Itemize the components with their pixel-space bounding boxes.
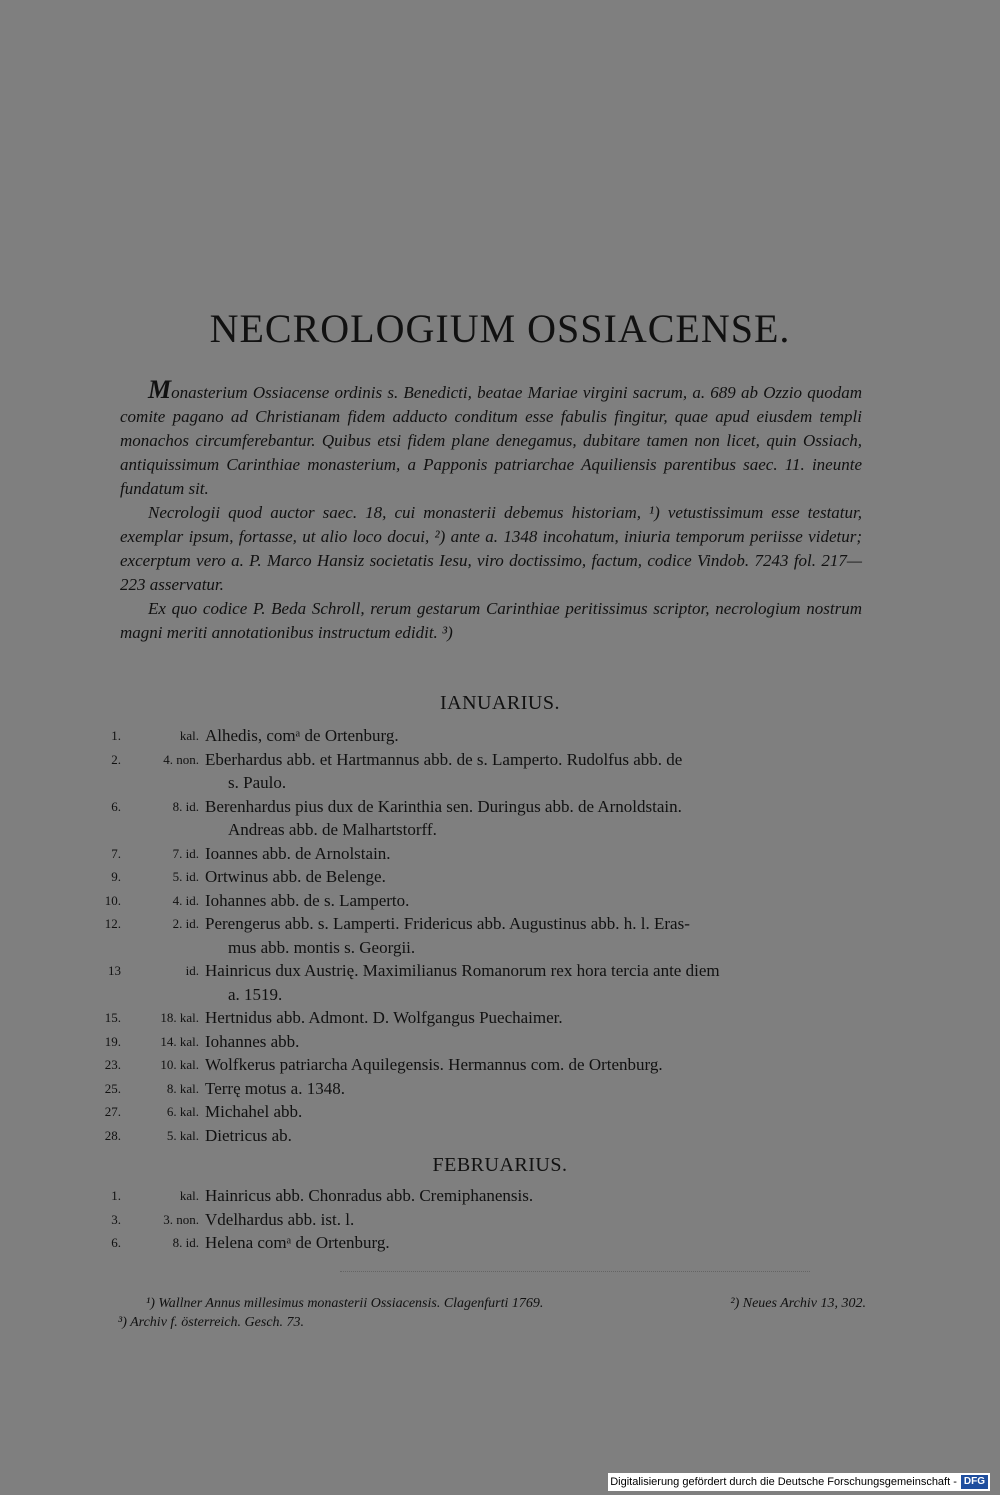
entry-text: Dietricus ab. — [205, 1125, 292, 1145]
necrology-entry — [95, 959, 865, 1006]
entry-text: Perengerus abb. s. Lamperti. Fridericus abb. Augustinus abb. h. l. Eras- — [205, 914, 690, 933]
entry-text-block — [205, 1100, 865, 1124]
entry-day: 12. — [104, 916, 121, 931]
entry-text: Ortwinus abb. de Belenge. — [205, 867, 386, 886]
entry-text: Helena comᵃ de Ortenburg. — [205, 1233, 390, 1252]
entry-text: Hainricus dux Austrię. Maximilianus Romanorum rex hora tercia ante diem — [205, 961, 720, 980]
entry-text-continuation: Andreas abb. de Malhartstorff. — [228, 820, 437, 839]
entry-text: Iohannes abb. de s. Lamperto. — [205, 890, 410, 910]
entry-roman-date: 3. non. — [163, 1211, 199, 1227]
entry-text-block — [205, 795, 865, 842]
entry-day: 6. — [111, 1235, 121, 1250]
necrology-entry — [95, 1124, 865, 1148]
entry-text: Terrę motus a. 1348. — [205, 1078, 345, 1098]
entry-day: 3. — [111, 1211, 121, 1227]
entry-day: 25. — [104, 1080, 121, 1096]
footnote-row-2 — [118, 1313, 866, 1332]
necrology-entry — [95, 865, 865, 889]
entry-text: Iohannes abb. — [205, 1031, 300, 1051]
entry-text-block — [205, 865, 865, 889]
footnote-1: ¹) Wallner Annus millesimus monasterii Ossiacensis. Clagenfurti 1769. — [146, 1296, 544, 1311]
entry-text: Alhedis, comᵃ de Ortenburg. — [205, 726, 399, 745]
digitization-credit — [608, 1473, 990, 1491]
entry-text-block — [205, 959, 865, 1006]
footnotes — [118, 1294, 866, 1332]
entry-text-block — [205, 748, 865, 795]
entry-text-block — [205, 1006, 865, 1030]
entry-day: 23. — [104, 1057, 121, 1072]
entry-day: 19. — [104, 1033, 121, 1049]
entry-text-continuation: mus abb. montis s. Georgii. — [228, 937, 416, 957]
necrology-entry — [95, 724, 865, 748]
necrology-entry — [95, 1030, 865, 1054]
entry-text-block — [205, 1231, 865, 1255]
entry-roman-date: 8. id. — [172, 798, 199, 814]
entries-ianuarius — [95, 724, 865, 1147]
necrology-entry — [95, 1006, 865, 1030]
entry-text-block — [205, 842, 865, 866]
intro-paragraph-3: Ex quo codice P. Beda Schroll, rerum gestarum Carinthiae peritissimus scriptor, necrologium nostrum magni meriti annotationibus instructum edidit. ³) — [120, 599, 862, 642]
entry-text: Vdelhardus abb. ist. l. — [205, 1209, 355, 1229]
entry-roman-date: 4. non. — [163, 751, 199, 767]
necrology-entry — [95, 1231, 865, 1255]
entry-text-block — [205, 1208, 865, 1232]
necrology-entry — [95, 889, 865, 913]
entries-februarius — [95, 1184, 865, 1255]
intro-paragraph-1-text: onasterium Ossiacense ordinis s. Benedicti, beatae Mariae virgini sacrum, a. 689 ab Ozzio quodam comite pagano ad Christianam fidem adducto conditum esse fabulis fingitur, quae apud eiusdem templi monachos circumferebantur. Quibus etsi fidem plane denegamus, dubitare tamen non licet, quin Ossiach, antiquissimum Carinthiae monasterium, a Papponis patriarchae Aquiliensis parentibus saec. 11. ineunte fundatum sit. — [120, 383, 862, 498]
necrology-entry — [95, 795, 865, 842]
entry-text-block — [205, 1053, 865, 1077]
entry-roman-date: 14. kal. — [160, 1033, 199, 1049]
entry-text: Berenhardus pius dux de Karinthia sen. Duringus abb. de Arnoldstain. — [205, 796, 682, 816]
entry-day: 1. — [111, 728, 121, 743]
entry-roman-date: 10. kal. — [160, 1057, 199, 1072]
entry-text-block — [205, 1077, 865, 1101]
credit-text: Digitalisierung gefördert durch die Deutsche Forschungsgemeinschaft - — [610, 1476, 957, 1488]
entry-roman-date: 8. kal. — [166, 1080, 199, 1096]
entry-roman-date: 4. id. — [172, 892, 199, 908]
necrology-entry — [95, 1100, 865, 1124]
entry-text-block — [205, 889, 865, 913]
entry-text: Wolfkerus patriarcha Aquilegensis. Hermannus com. de Ortenburg. — [205, 1055, 663, 1074]
entry-text-continuation: s. Paulo. — [228, 773, 287, 792]
entry-day: 15. — [104, 1010, 121, 1025]
entry-roman-date: 5. id. — [172, 869, 199, 884]
entry-day: 1. — [111, 1188, 121, 1203]
month-heading-ianuarius: IANUARIUS. — [440, 692, 560, 714]
entry-text-block — [205, 912, 865, 959]
entry-roman-date: 5. kal. — [166, 1127, 199, 1143]
entry-roman-date: kal. — [179, 728, 199, 743]
intro-paragraph-2: Necrologii quod auctor saec. 18, cui monasterii debemus historiam, ¹) vetustissimum esse testatur, exemplar ipsum, fortasse, ut alio loco docui, ²) ante a. 1348 incohatum, iniuria temporum periisse videtur; excerptum vero a. P. Marco Hansiz societatis Iesu, viro doctissimo, factum, codice Vindob. 7243 fol. 217—223 asservatur. — [120, 503, 862, 594]
entry-day: 10. — [104, 892, 121, 908]
month-heading-februarius: FEBRUARIUS. — [432, 1154, 568, 1176]
necrology-entry — [95, 842, 865, 866]
entry-text: Hainricus abb. Chonradus abb. Cremiphanensis. — [205, 1186, 534, 1205]
footnote-2: ²) Neues Archiv 13, 302. — [730, 1296, 866, 1311]
page-break-marks — [340, 1271, 810, 1276]
entry-roman-date: 7. id. — [172, 845, 199, 861]
intro-paragraph-1 — [120, 375, 862, 501]
introduction — [120, 375, 862, 645]
necrology-entry — [95, 1077, 865, 1101]
entry-day: 6. — [111, 798, 121, 814]
entry-roman-date: kal. — [179, 1188, 199, 1203]
entry-text-block — [205, 1030, 865, 1054]
entry-text: Michahel abb. — [205, 1102, 303, 1121]
necrology-entry — [95, 1184, 865, 1208]
entry-text: Eberhardus abb. et Hartmannus abb. de s. Lamperto. Rudolfus abb. de — [205, 749, 683, 769]
entry-day: 9. — [111, 869, 121, 884]
entry-text-continuation: a. 1519. — [228, 984, 283, 1004]
necrology-entry — [95, 912, 865, 959]
entry-day: 13 — [108, 963, 121, 978]
entry-day: 2. — [111, 751, 121, 767]
footnote-row-1 — [118, 1294, 866, 1313]
entry-roman-date: 18. kal. — [160, 1010, 199, 1025]
document-title: NECROLOGIUM OSSIACENSE. — [209, 306, 791, 351]
entry-text: Ioannes abb. de Arnolstain. — [205, 843, 391, 863]
entry-text-block — [205, 1124, 865, 1148]
entry-day: 7. — [111, 845, 121, 861]
entry-day: 28. — [104, 1127, 121, 1143]
drop-cap: M — [148, 375, 172, 404]
dfg-logo: DFG — [961, 1475, 988, 1489]
entry-day: 27. — [104, 1104, 121, 1119]
entry-roman-date: 6. kal. — [166, 1104, 199, 1119]
entry-roman-date: id. — [185, 963, 199, 978]
necrology-entry — [95, 1208, 865, 1232]
entry-text-block — [205, 724, 865, 748]
entry-roman-date: 2. id. — [172, 916, 199, 931]
necrology-entry — [95, 1053, 865, 1077]
entry-text: Hertnidus abb. Admont. D. Wolfgangus Puechaimer. — [205, 1008, 563, 1027]
entry-roman-date: 8. id. — [172, 1235, 199, 1250]
necrology-entry — [95, 748, 865, 795]
footnote-3: ³) Archiv f. österreich. Gesch. 73. — [118, 1315, 305, 1330]
entry-text-block — [205, 1184, 865, 1208]
